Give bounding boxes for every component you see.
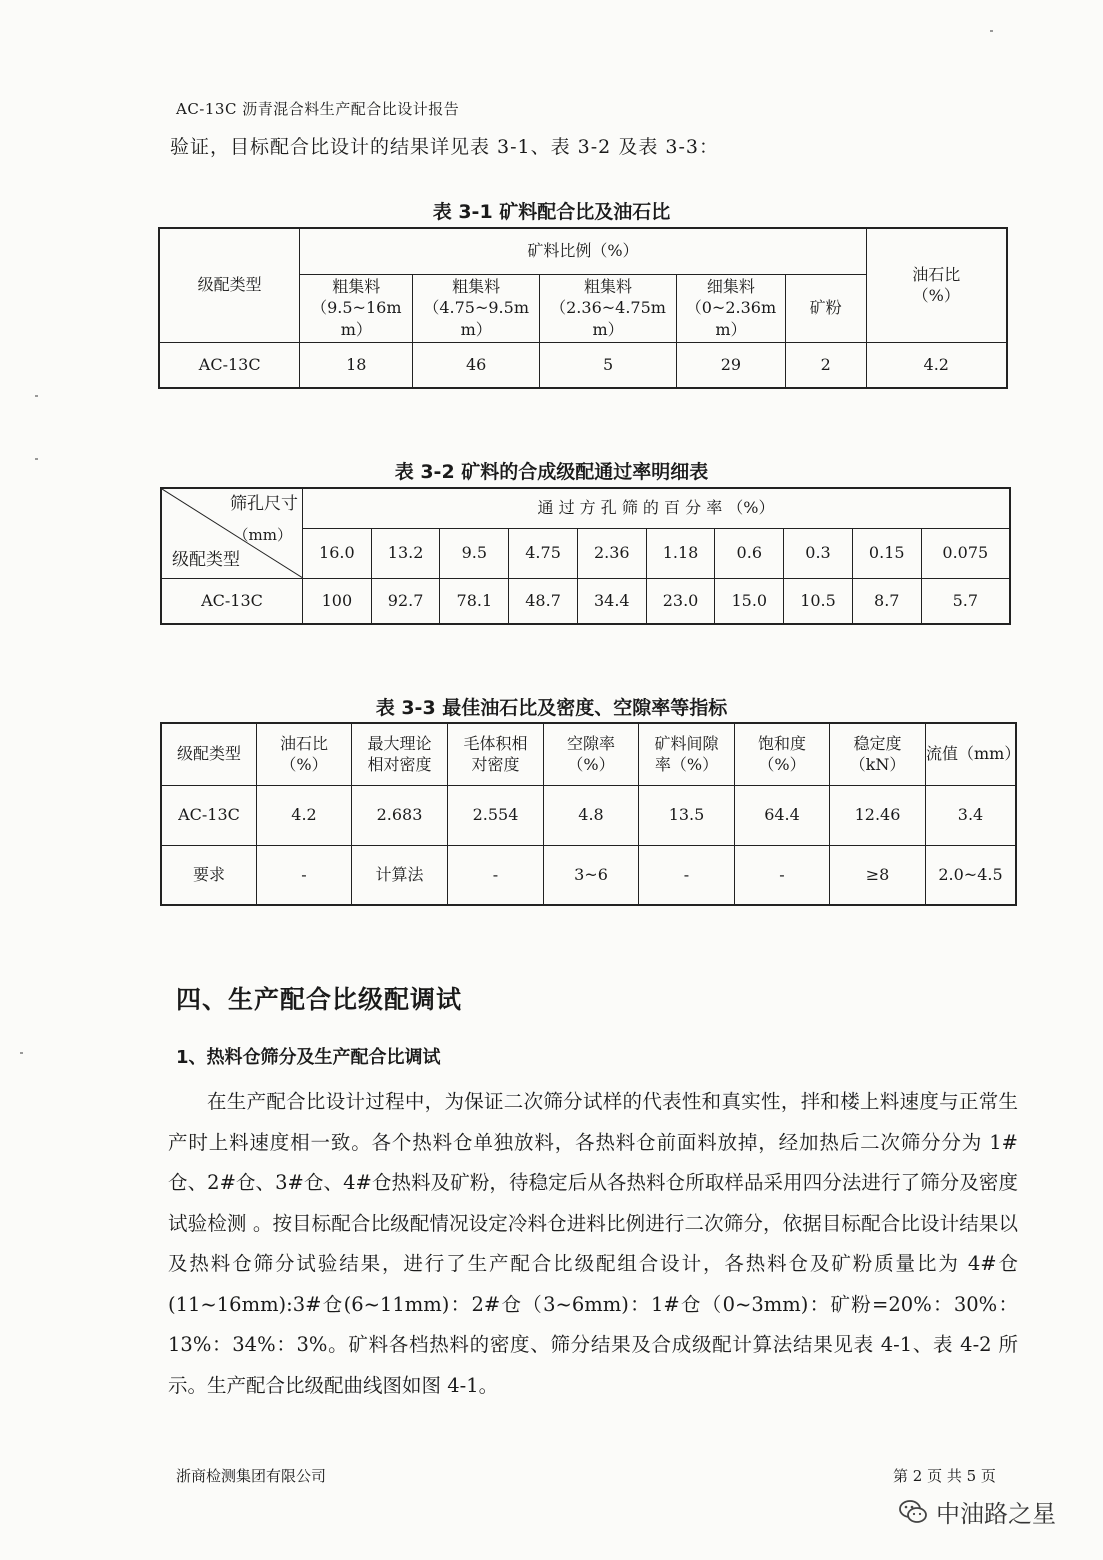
material-header: 粗集料 （4.75~9.5m m） xyxy=(413,274,540,342)
sieve-size: 0.3 xyxy=(784,528,853,578)
cell: 29 xyxy=(676,342,785,388)
cell: 13.5 xyxy=(639,785,735,845)
cell: 2.554 xyxy=(448,785,544,845)
cell: AC-13C xyxy=(161,785,257,845)
sieve-size: 0.075 xyxy=(921,528,1010,578)
cell: 64.4 xyxy=(735,785,830,845)
cell: 34.4 xyxy=(577,578,646,624)
cell: 4.8 xyxy=(544,785,639,845)
scan-speck xyxy=(990,30,993,32)
sieve-size: 2.36 xyxy=(577,528,646,578)
col-ratio-group: 矿料比例（%） xyxy=(300,228,866,274)
cell: 5 xyxy=(540,342,677,388)
cell: 5.7 xyxy=(921,578,1010,624)
cell: 2.683 xyxy=(352,785,448,845)
section-title: 四、生产配合比级配调试 xyxy=(176,985,463,1014)
cell: AC-13C xyxy=(161,578,303,624)
cell: 8.7 xyxy=(852,578,921,624)
header-cell: 流值（mm） xyxy=(926,723,1017,785)
cell: 46 xyxy=(413,342,540,388)
cell: 10.5 xyxy=(784,578,853,624)
pass-header: 通 过 方 孔 筛 的 百 分 率 （%） xyxy=(303,488,1011,528)
footer-page-number: 第 2 页 共 5 页 xyxy=(893,1467,996,1485)
header-row xyxy=(161,723,1016,785)
cell: 4.2 xyxy=(866,342,1007,388)
paragraph-text: 在生产配合比设计过程中，为保证二次筛分试样的代表性和真实性，拌和楼上料速度与正常生产时上料速度相一致。各个热料仓单独放料，各热料仓前面料放掉，经加热后二次筛分分为 1#仓、2#仓、3#仓、4#仓热料及矿粉，待稳定后从各热料仓所取样品采用四分法进行了筛分及密度试验检测 。按目标配合比级配情况设定冷料仓进料比例进行二次筛分，依据目标配合比设计结果以及热料仓筛分试验结果，进行了生产配合比级配组合设计，各热料仓及矿粉质量比为 4#仓(11~16mm):3#仓(6~11mm)：2#仓（3~6mm)：1#仓（0~3mm)：矿粉=20%：30%：13%：34%：3%。矿料各档热料的密度、筛分结果及合成级配计算法结果见表 4-1、表 4-2 所示。生产配合比级配曲线图如图 4-1。 xyxy=(168,1090,1018,1397)
cell: 2 xyxy=(785,342,866,388)
sieve-size: 4.75 xyxy=(509,528,578,578)
cell: 23.0 xyxy=(646,578,715,624)
material-header: 细集料 （0~2.36m m） xyxy=(676,274,785,342)
cell: 3~6 xyxy=(544,845,639,905)
table-row xyxy=(161,785,1016,845)
header-cell: 油石比 （%） xyxy=(257,723,352,785)
diagonal-header-cell xyxy=(161,488,303,578)
cell: 2.0~4.5 xyxy=(926,845,1017,905)
material-header: 粗集料 （9.5~16m m） xyxy=(300,274,413,342)
sieve-size: 16.0 xyxy=(303,528,372,578)
cell: 18 xyxy=(300,342,413,388)
header-cell: 级配类型 xyxy=(161,723,257,785)
table-gradation-passing xyxy=(160,487,1011,625)
cell: 78.1 xyxy=(440,578,509,624)
cell: - xyxy=(257,845,352,905)
sieve-size: 9.5 xyxy=(440,528,509,578)
subsection-title: 1、热料仓筛分及生产配合比调试 xyxy=(176,1047,441,1068)
col-gradation-type: 级配类型 xyxy=(159,228,300,342)
intro-text: 验证，目标配合比设计的结果详见表 3-1、表 3-2 及表 3-3： xyxy=(170,136,719,158)
sieve-size: 0.15 xyxy=(852,528,921,578)
sieve-size: 1.18 xyxy=(646,528,715,578)
cell: 4.2 xyxy=(257,785,352,845)
cell: 要求 xyxy=(161,845,257,905)
table3-caption: 表 3-3 最佳油石比及密度、空隙率等指标 xyxy=(375,697,728,719)
cell: ≥8 xyxy=(830,845,926,905)
table2-caption: 表 3-2 矿料的合成级配通过率明细表 xyxy=(394,461,709,483)
material-header: 矿粉 xyxy=(785,274,866,342)
header-cell: 稳定度 （kN） xyxy=(830,723,926,785)
watermark-logo xyxy=(898,1494,1056,1529)
diag-label-unit: （mm） xyxy=(233,526,292,544)
material-header: 粗集料 （2.36~4.75m m） xyxy=(540,274,677,342)
table-row xyxy=(161,845,1016,905)
cell: - xyxy=(639,845,735,905)
header-cell: 饱和度 （%） xyxy=(735,723,830,785)
col-asphalt-ratio: 油石比 （%） xyxy=(866,228,1007,342)
header-cell: 矿料间隙 率（%） xyxy=(639,723,735,785)
cell: - xyxy=(735,845,830,905)
cell: 92.7 xyxy=(371,578,440,624)
diag-label-type: 级配类型 xyxy=(172,549,240,570)
wechat-icon xyxy=(898,1498,928,1526)
footer-company: 浙商检测集团有限公司 xyxy=(176,1467,327,1485)
cell: 100 xyxy=(303,578,372,624)
sieve-size: 13.2 xyxy=(371,528,440,578)
sieve-size: 0.6 xyxy=(715,528,784,578)
header-cell: 毛体积相 对密度 xyxy=(448,723,544,785)
scan-speck xyxy=(20,1052,23,1054)
table-row xyxy=(161,578,1010,624)
cell: 3.4 xyxy=(926,785,1017,845)
cell: 48.7 xyxy=(509,578,578,624)
header-cell: 空隙率 （%） xyxy=(544,723,639,785)
table-mix-ratio xyxy=(158,227,1008,389)
header-cell: 最大理论 相对密度 xyxy=(352,723,448,785)
report-header: AC-13C 沥青混合料生产配合比设计报告 xyxy=(176,100,460,118)
watermark-text: 中油路之星 xyxy=(936,1500,1056,1528)
table1-caption: 表 3-1 矿料配合比及油石比 xyxy=(432,201,671,223)
diag-label-sieve: 筛孔尺寸 xyxy=(230,494,298,514)
table-indicators xyxy=(160,722,1021,906)
cell: 15.0 xyxy=(715,578,784,624)
cell: AC-13C xyxy=(159,342,300,388)
cell: 12.46 xyxy=(830,785,926,845)
body-paragraph xyxy=(168,1082,1018,1406)
scan-speck xyxy=(35,395,38,397)
table-row xyxy=(159,342,1007,388)
cell: 计算法 xyxy=(352,845,448,905)
cell: - xyxy=(448,845,544,905)
